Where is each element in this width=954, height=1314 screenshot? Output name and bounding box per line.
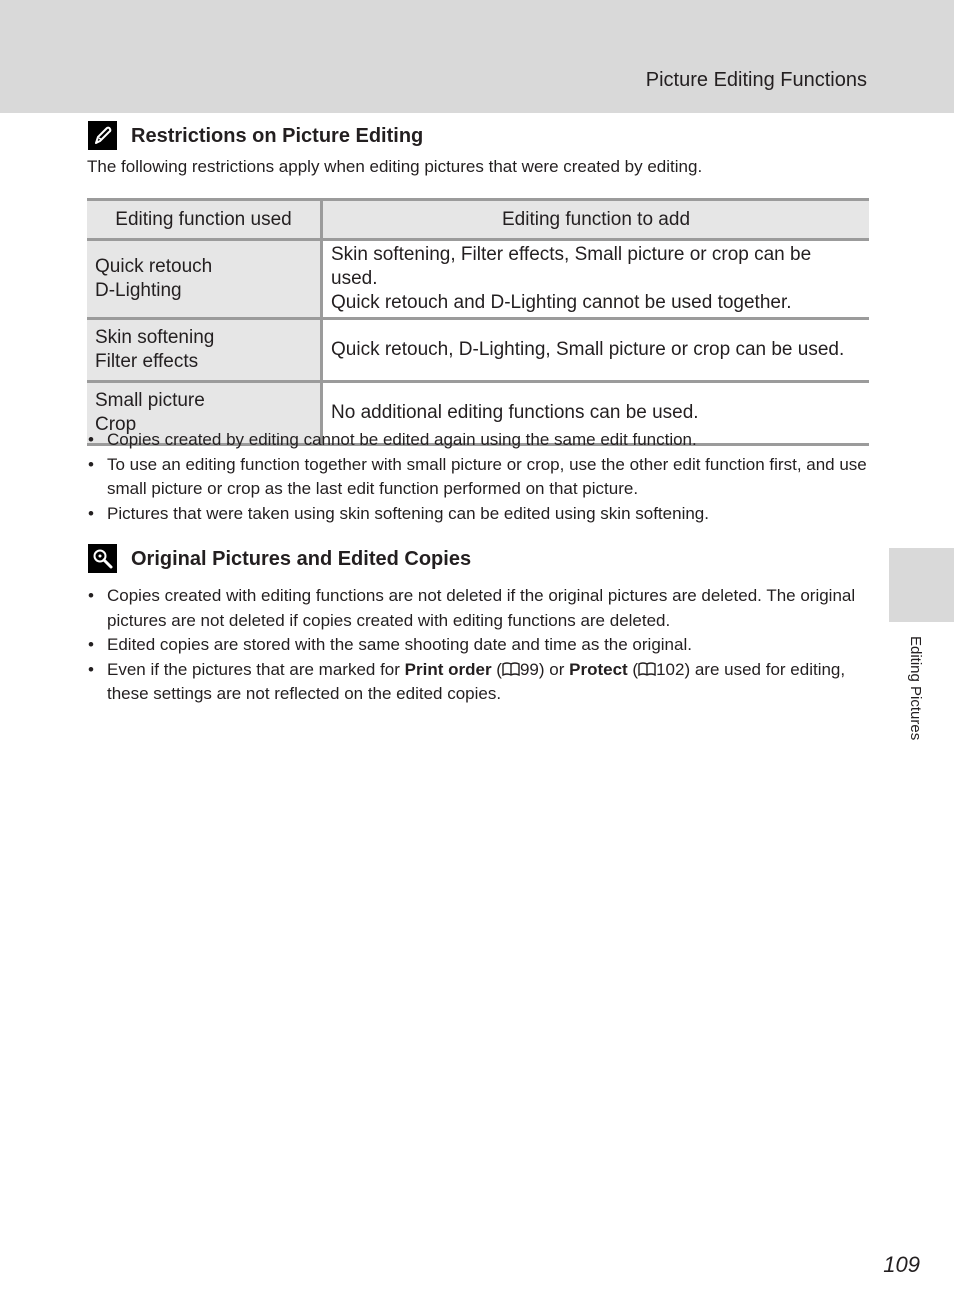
page-number: 109 xyxy=(883,1252,920,1277)
table-cell-used xyxy=(87,319,322,382)
text-span: Even if the pictures that are marked for xyxy=(107,659,405,679)
cell-line: Quick retouch and D-Lighting cannot be used together. xyxy=(331,292,792,313)
list-item: • Pictures that were taken using skin softening can be edited using skin softening. xyxy=(87,502,877,527)
side-section-label: Editing Pictures xyxy=(907,636,924,741)
header-band xyxy=(0,0,954,113)
cell-line: Quick retouch xyxy=(95,256,213,277)
cell-line: D-Lighting xyxy=(95,280,182,301)
cell-line: Crop xyxy=(95,414,137,435)
restrictions-heading xyxy=(88,121,423,150)
restrictions-bullet-list xyxy=(87,428,877,526)
text-span: ) are used for editing, these settings are not reflected on the edited copies. xyxy=(107,659,846,703)
page-reference: 99 xyxy=(519,659,539,679)
column-header-add: Editing function to add xyxy=(322,200,870,240)
table-row xyxy=(87,240,869,319)
list-item xyxy=(87,658,877,707)
protect-term: Protect xyxy=(569,659,628,679)
table-header-row xyxy=(87,200,869,240)
book-reference-icon xyxy=(502,659,520,673)
side-tab xyxy=(889,548,954,622)
book-reference-icon xyxy=(638,659,656,673)
print-order-term: Print order xyxy=(404,659,492,679)
table-row xyxy=(87,319,869,382)
table-cell-add xyxy=(322,240,870,319)
list-item: • To use an editing function together with small picture or crop, use the other edit function first, and use small picture or crop as the last edit function performed on that picture. xyxy=(87,453,877,502)
table-cell-used xyxy=(87,240,322,319)
page-reference: 102 xyxy=(656,659,685,679)
magnifier-info-icon xyxy=(88,544,117,573)
section-title: Restrictions on Picture Editing xyxy=(131,124,424,147)
table-cell-add xyxy=(322,319,870,382)
text-span: ) or xyxy=(538,659,570,679)
text-span: ( xyxy=(491,659,502,679)
list-item: • Copies created by editing cannot be edited again using the same edit function. xyxy=(87,428,877,453)
cell-line: No additional editing functions can be used. xyxy=(331,402,699,423)
cell-line: Small picture xyxy=(95,390,205,411)
pencil-note-icon xyxy=(88,121,117,150)
list-item: • Copies created with editing functions are not deleted if the original pictures are deleted. The original pictures are not deleted if copies created with editing functions are deleted. xyxy=(87,584,877,633)
section-title: Original Pictures and Edited Copies xyxy=(131,547,472,570)
text-span: ( xyxy=(627,659,639,679)
list-item: • Edited copies are stored with the same shooting date and time as the original. xyxy=(87,633,877,658)
cell-line: Skin softening, Filter effects, Small picture or crop can be used. xyxy=(331,244,812,289)
cell-line: Quick retouch, D-Lighting, Small picture or crop can be used. xyxy=(331,339,845,360)
original-heading xyxy=(88,544,471,573)
restrictions-table xyxy=(87,198,869,446)
cell-line: Filter effects xyxy=(95,351,199,372)
intro-text: The following restrictions apply when editing pictures that were created by editing. xyxy=(87,157,703,176)
page-header-title: Picture Editing Functions xyxy=(645,69,867,91)
column-header-used: Editing function used xyxy=(87,200,322,240)
cell-line: Skin softening xyxy=(95,327,215,348)
original-bullet-list xyxy=(87,584,877,707)
